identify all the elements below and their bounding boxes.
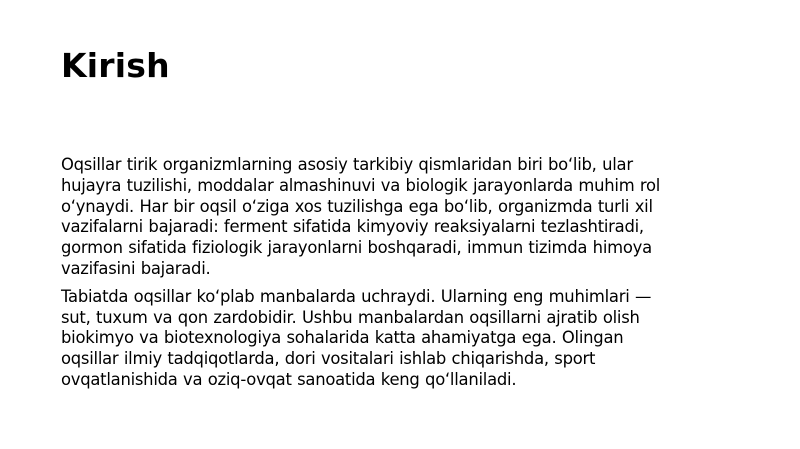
- text-line: sut, tuxum va qon zardobidir. Ushbu manbalardan oqsillarni ajratib olish: [61, 307, 640, 327]
- text-line: oqsillar ilmiy tadqiqotlarda, dori vositalari ishlab chiqarishda, sport: [61, 349, 596, 369]
- text-line: vazifasini bajaradi.: [61, 258, 211, 278]
- text-line: ovqatlanishida va oziq-ovqat sanoatida keng qo‘llaniladi.: [61, 369, 517, 389]
- text-line: o‘ynaydi. Har bir oqsil o‘ziga xos tuzilishga ega bo‘lib, organizmda turli xil: [61, 196, 653, 216]
- text-line: gormon sifatida fiziologik jarayonlarni boshqaradi, immun tizimda himoya: [61, 238, 652, 258]
- text-line: Oqsillar tirik organizmlarning asosiy tarkibiy qismlaridan biri bo‘lib, ular: [61, 155, 633, 174]
- text-line: Tabiatda oqsillar ko‘plab manbalarda uchraydi. Ularning eng muhimlari —: [61, 286, 652, 306]
- text-line: vazifalarni bajaradi: ferment sifatida kimyoviy reaksiyalarni tezlashtiradi,: [61, 217, 644, 237]
- text-line: hujayra tuzilishi, moddalar almashinuvi va biologik jarayonlarda muhim rol: [61, 175, 661, 195]
- paragraph-2: [61, 287, 751, 391]
- slide-title: Kirish: [61, 46, 170, 85]
- text-line: biokimyo va biotexnologiya sohalarida katta ahamiyatga ega. Olingan: [61, 328, 624, 348]
- slide-body: [61, 155, 751, 398]
- paragraph-1: [61, 155, 751, 280]
